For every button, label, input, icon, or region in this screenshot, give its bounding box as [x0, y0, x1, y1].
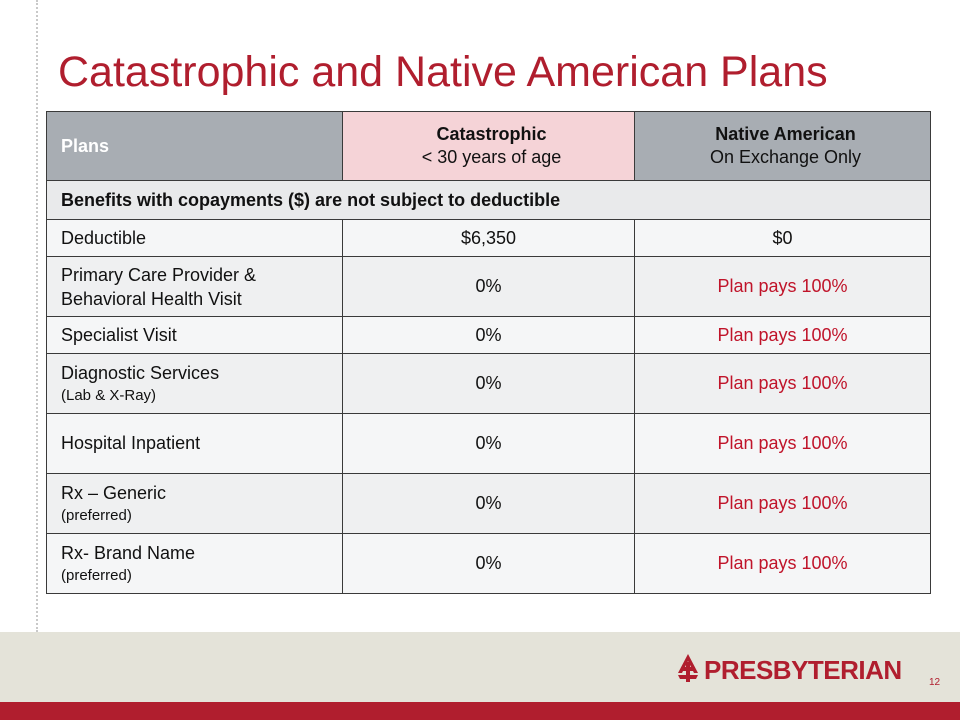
row-catastrophic-value: $6,350: [343, 220, 635, 257]
row-catastrophic-value: 0%: [343, 414, 635, 474]
row-catastrophic-value: 0%: [343, 317, 635, 354]
row-native-value: Plan pays 100%: [635, 534, 931, 594]
row-label: Hospital Inpatient: [47, 414, 343, 474]
copayment-banner-row: [47, 181, 931, 220]
row-label-text: Rx – Generic: [61, 482, 167, 503]
copayment-banner-text: Benefits with copayments ($) are not subject to deductible: [47, 181, 931, 220]
page-number: 12: [929, 677, 941, 688]
row-catastrophic-value: 0%: [343, 354, 635, 414]
header-native-american: [635, 112, 931, 181]
footer-red-bar: [0, 702, 960, 720]
row-label-text: Rx- Brand Name: [61, 542, 196, 563]
row-catastrophic-value: 0%: [343, 534, 635, 594]
table-row: [47, 414, 931, 474]
row-catastrophic-value: 0%: [343, 257, 635, 317]
row-label: [47, 534, 343, 594]
row-label-subtext: (preferred): [61, 506, 132, 524]
row-label-text: Diagnostic Services: [61, 362, 220, 383]
left-dotted-rule: [36, 0, 38, 632]
header-native-title: Native American: [715, 124, 856, 144]
table-row: [47, 474, 931, 534]
row-label: Specialist Visit: [47, 317, 343, 354]
table-row: [47, 317, 931, 354]
header-catastrophic-subtitle: < 30 years of age: [421, 147, 562, 167]
row-catastrophic-value: 0%: [343, 474, 635, 534]
header-catastrophic: [343, 112, 635, 181]
row-label: [47, 474, 343, 534]
slide-title: Catastrophic and Native American Plans: [58, 48, 828, 96]
header-catastrophic-title: Catastrophic: [436, 124, 547, 144]
row-label-subtext: (Lab & X-Ray): [61, 386, 157, 404]
header-native-subtitle: On Exchange Only: [709, 147, 862, 167]
plans-comparison-table: [46, 111, 931, 594]
row-native-value: Plan pays 100%: [635, 257, 931, 317]
row-label: [47, 354, 343, 414]
row-label: Deductible: [47, 220, 343, 257]
row-native-value: Plan pays 100%: [635, 414, 931, 474]
row-native-value: Plan pays 100%: [635, 474, 931, 534]
table-row: [47, 354, 931, 414]
row-native-value: Plan pays 100%: [635, 317, 931, 354]
header-plans: Plans: [47, 112, 343, 181]
table-row: [47, 220, 931, 257]
row-label: [47, 257, 343, 317]
row-native-value: $0: [635, 220, 931, 257]
table-header-row: [47, 112, 931, 181]
row-label-text: Primary Care Provider & Behavioral Health Visit: [61, 264, 257, 309]
logo-wordmark: PRESBYTERIAN: [704, 655, 902, 685]
row-native-value: Plan pays 100%: [635, 354, 931, 414]
table-row: [47, 257, 931, 317]
presbyterian-logo: [676, 653, 902, 688]
table-row: [47, 534, 931, 594]
presbyterian-cross-icon: [676, 653, 700, 688]
row-label-subtext: (preferred): [61, 566, 132, 584]
